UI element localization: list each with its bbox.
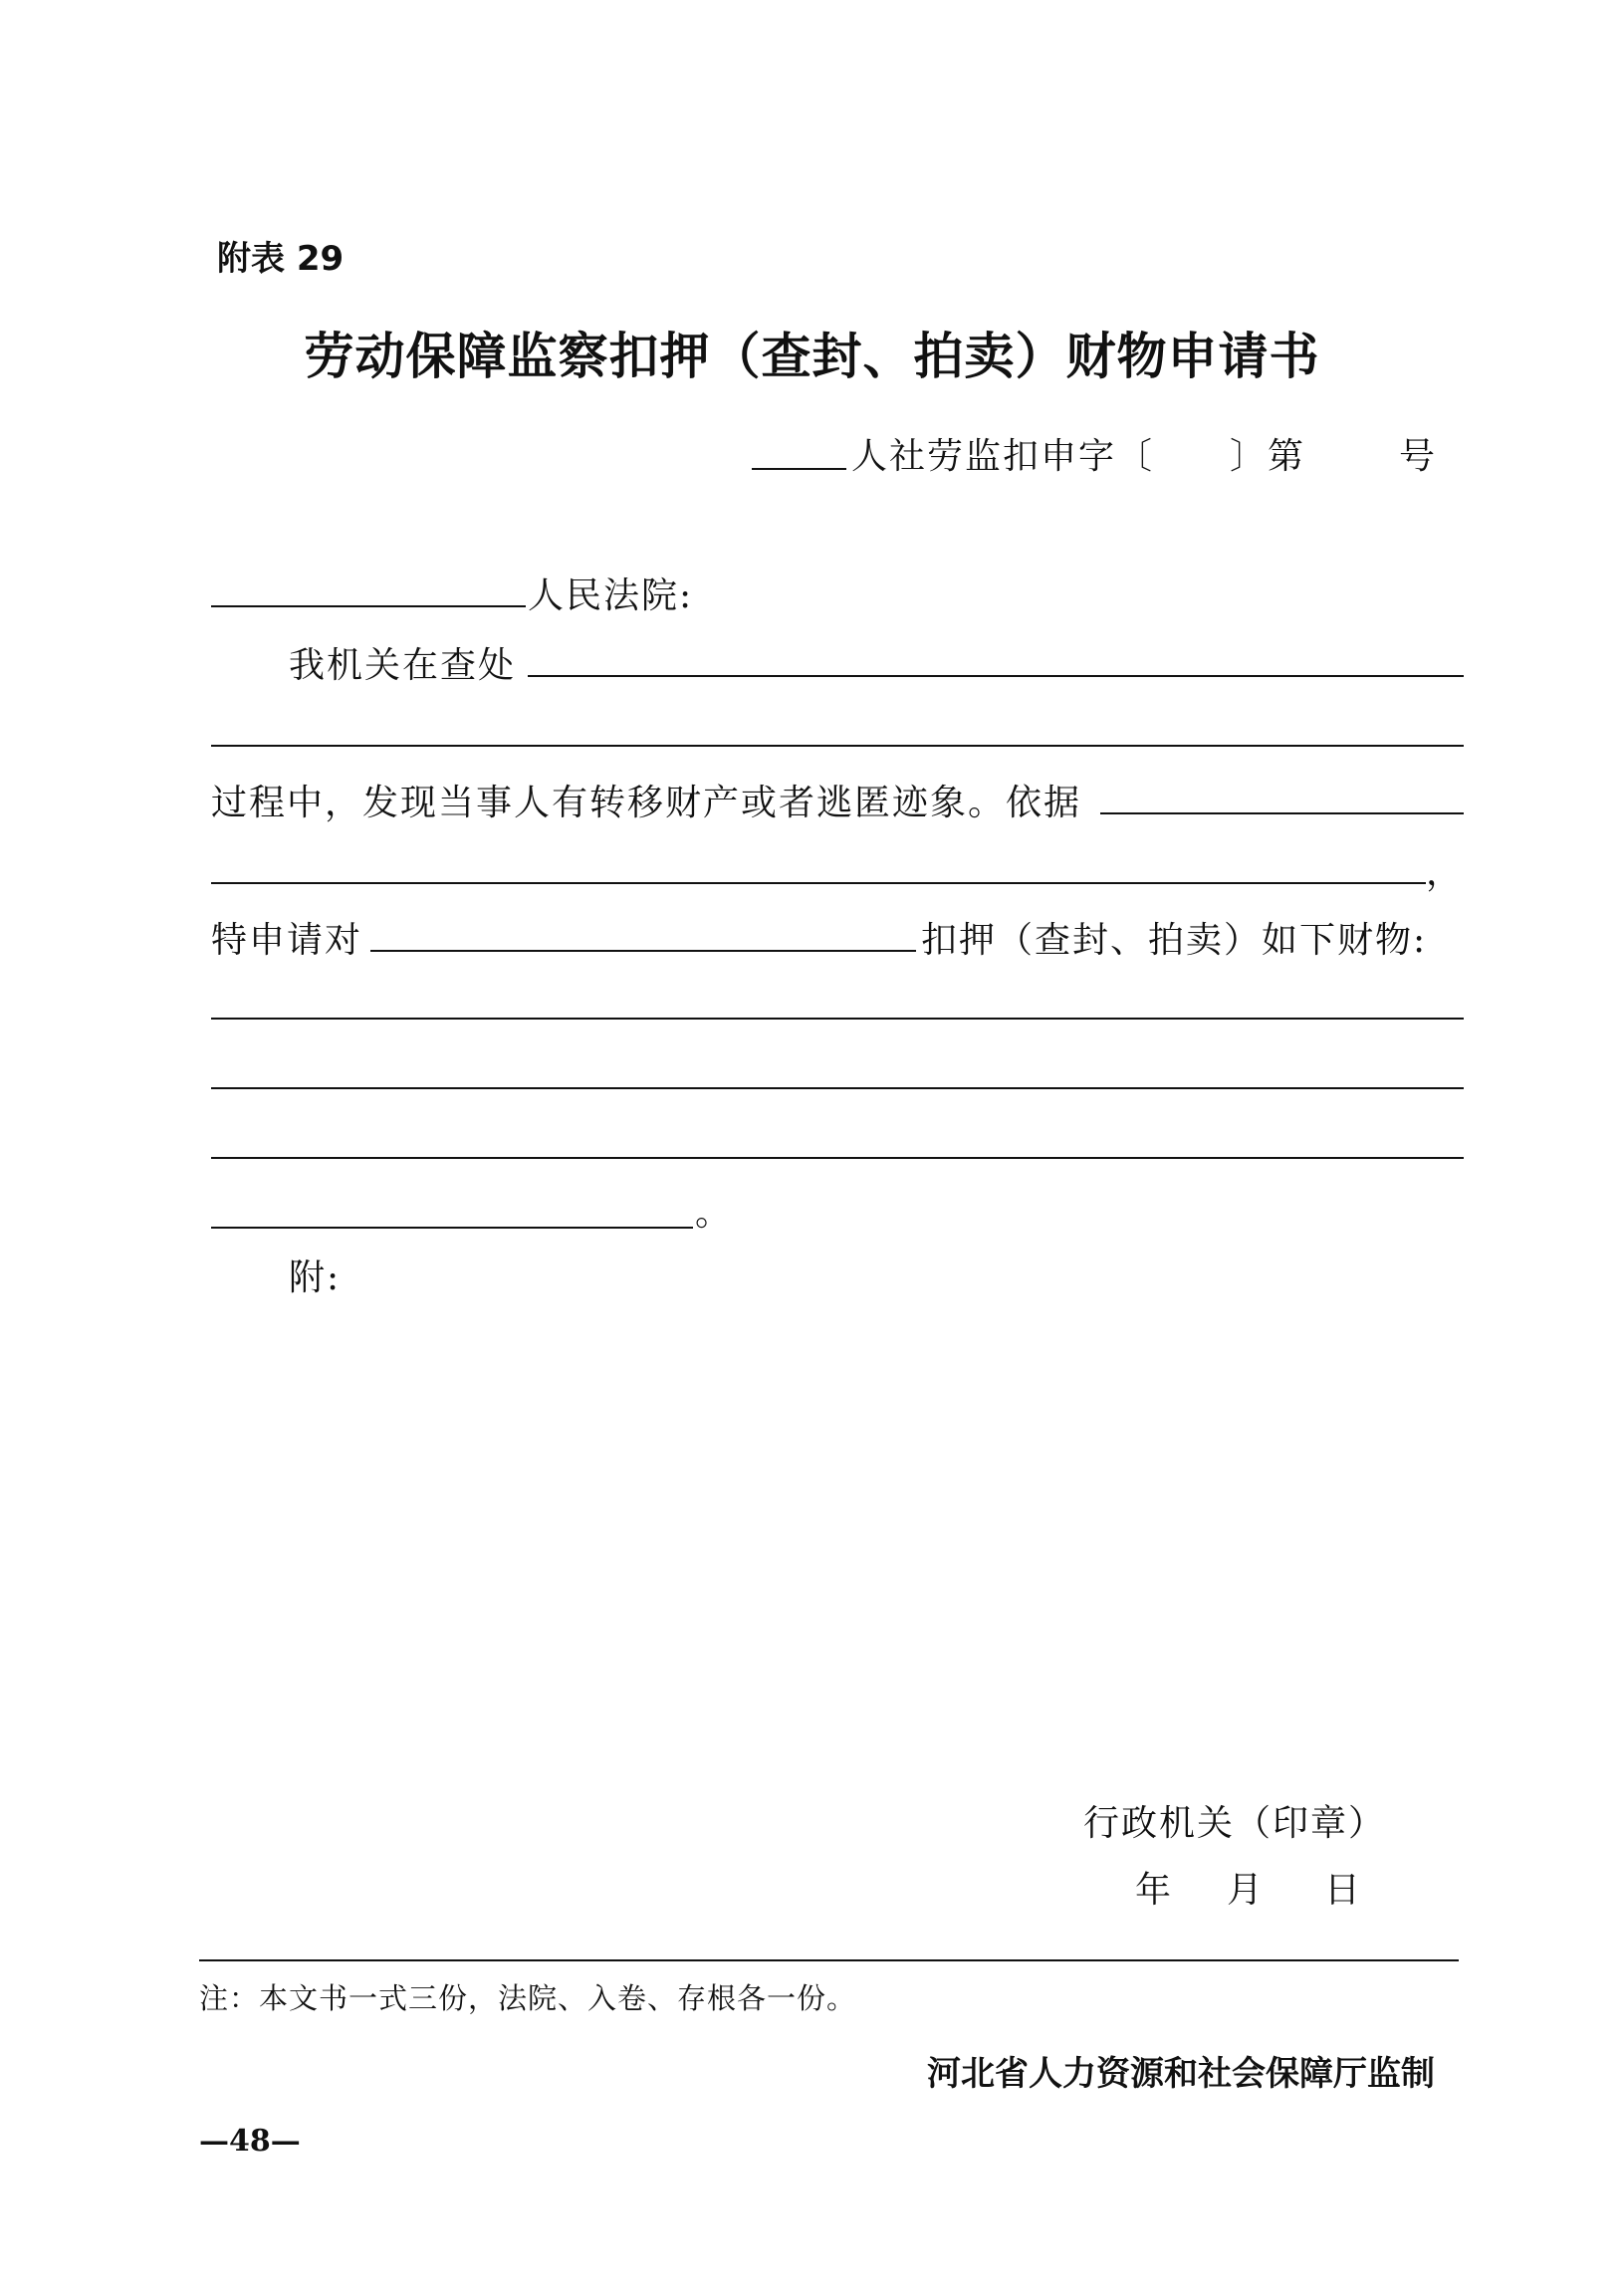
date-year-label: 年	[1135, 1870, 1174, 1911]
reference-prefix-blank	[752, 468, 846, 470]
evasion-statement: 过程中，发现当事人有转移财产或者逃匿迹象。依据	[211, 783, 1082, 823]
agency-seal-label: 行政机关（印章）	[1083, 1803, 1387, 1844]
legal-basis-comma: ，	[1426, 852, 1465, 893]
property-list-blank-1	[211, 1018, 1464, 1020]
seizure-request-text: 扣押（查封、拍卖）如下财物:	[921, 920, 1428, 961]
case-handling-prefix: 我机关在查处	[289, 645, 517, 686]
page-number: —48—	[199, 2124, 301, 2159]
issuing-authority: 河北省人力资源和社会保障厅监制	[927, 2054, 1435, 2094]
property-list-blank-4	[211, 1227, 693, 1229]
legal-basis-blank-2	[211, 882, 1426, 884]
date-month-label: 月	[1227, 1870, 1266, 1911]
request-prefix: 特申请对	[211, 920, 363, 961]
case-description-blank-1	[528, 675, 1464, 677]
reference-number-text: 人社劳监扣申字〔 〕第	[851, 436, 1306, 477]
court-name-blank	[211, 605, 526, 607]
property-list-blank-3	[211, 1157, 1464, 1159]
legal-basis-blank-1	[1100, 812, 1464, 814]
footer-divider	[199, 1959, 1459, 1961]
property-list-period: 。	[695, 1193, 734, 1234]
copies-note: 注：本文书一式三份，法院、入卷、存根各一份。	[199, 1981, 857, 2015]
appendix-label: 附表 29	[217, 239, 345, 279]
reference-number-suffix: 号	[1399, 436, 1438, 477]
date-day-label: 日	[1324, 1870, 1363, 1911]
case-description-blank-2	[211, 745, 1464, 747]
property-list-blank-2	[211, 1087, 1464, 1089]
party-name-blank	[370, 950, 916, 952]
court-addressee: 人民法院:	[528, 575, 694, 616]
attachment-label: 附:	[289, 1257, 342, 1298]
document-title: 劳动保障监察扣押（查封、拍卖）财物申请书	[304, 328, 1320, 385]
